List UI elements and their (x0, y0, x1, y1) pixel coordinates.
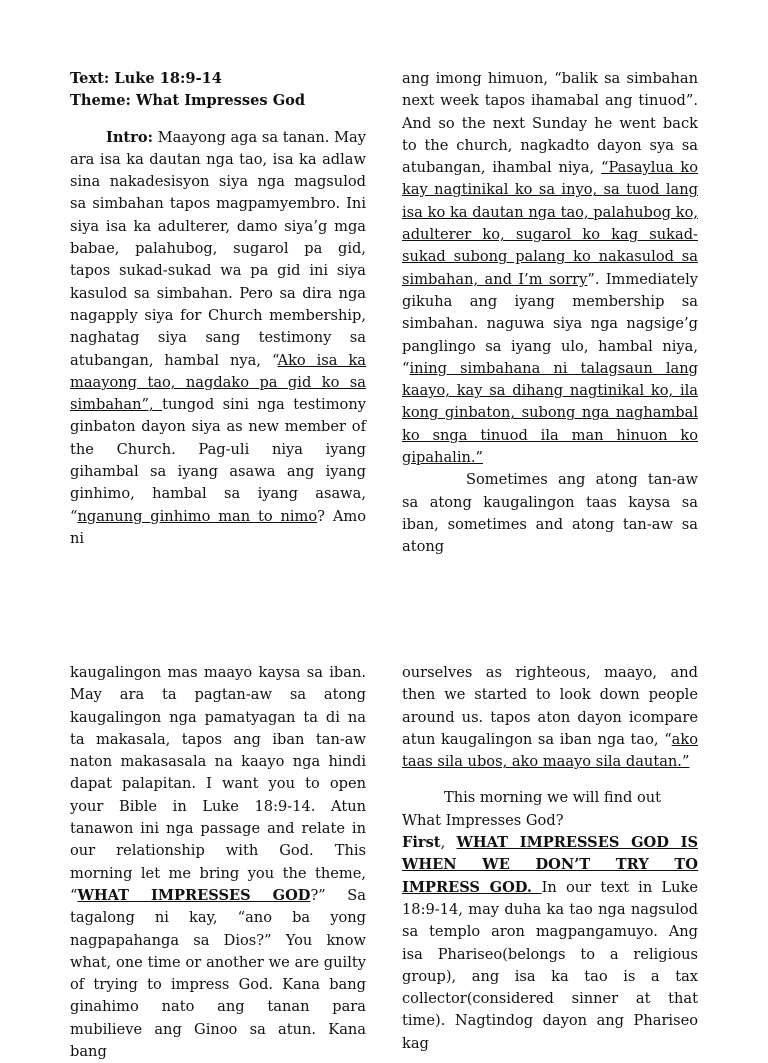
scripture-intro-text: kaugalingon mas maayo kaysa sa iban. May ara ta pagtan-aw sa atong kaugalingon nga pamatyagan ta di na ta makasala, tapos ang iban tan-aw naton makasasala na kaayo nga hindi dapat palapitan. I want you to open your Bible in Luke 18:9-14. Atun tanawon ini nga passage and relate in our relationship with God. This morning let me bring you the theme, “ (70, 664, 366, 904)
first-point-heading: WHAT IMPRESSES GOD IS WHEN WE DON’T TRY TO IMPRESS GOD. (402, 834, 698, 896)
scripture-intro-continuation: ?” Sa tagalong ni kay, “ano ba yong nagpapahanga sa Dios?” You know what, one time or another we are guilty of trying to impress God. Kana bang ginahimo nato ang tanan para mubilieve ang Ginoo sa atun. Kana bang (70, 886, 366, 1061)
reflection-paragraph: Sometimes ang atong tan-aw sa atong kaugalingon taas kaysa sa iban, sometimes and atong tan-aw sa atong (402, 471, 698, 556)
comparison-text: ourselves as righteous, maayo, and then we started to look down people around us. tapos aton dayon icompare atun kaugalingon sa iban nga tao, “ (402, 664, 698, 748)
theme-emphasis: WHAT IMPRESSES GOD (77, 886, 311, 904)
intro-paragraph (70, 127, 366, 551)
column-4 (402, 662, 698, 1055)
intro-text: Maayong aga sa tanan. May ara isa ka dautan nga tao, isa ka adlaw sina nakadesisyon siya nga magsulod sa simbahan tapos magpamyembro. Ini siya isa ka adulterer, damo siya’g mga babae, palahubog, sugarol pa gid, tapos sukad-sukad wa pa gid ini siya kasulod sa simbahan. Pero sa dira nga nagapply siya for Church membership, naghatag siya sang testimony sa atubangan, hambal nya, “ (70, 128, 366, 369)
first-separator: , (440, 834, 457, 852)
first-label: First (402, 834, 441, 852)
story-continuation: ”. Immediately gikuha ang iyang membership sa simbahan. naguwa siya nga nagsige’g panglingo sa iyang ulo, hambal niya, “ (402, 270, 698, 377)
intro-ending: ? Amo ni (70, 507, 366, 547)
first-point-text: In our text in Luke 18:9-14, may duha ka tao nga nagsulod sa templo aron magpangamuyo. Ang isa Phariseo(belongs to a religious group), ang isa ka tao is a tax collector(considered sinner at that time). Nagtindog dayon ang Phariseo kag (402, 878, 698, 1052)
column-1 (70, 68, 366, 550)
story-paragraph (402, 68, 698, 469)
find-out-paragraph: This morning we will find out What Impresses God? (402, 789, 662, 829)
church-remark-quote: ining simbahana ni talagsaun lang kaayo, kay sa dihang nagtinikal ko, ila kong ginbaton, subong nga naghambal ko snga tinuod ila man hinuon ko gipahalin.” (402, 359, 698, 467)
story-text: ang imong himuon, “balik sa simbahan next week tapos ihamabal ang tinuod”. And so the next Sunday he went back to the church, nagkadto dayon sya sa atubangan, ihambal niya, (402, 70, 698, 177)
scripture-reference: Text: Luke 18:9-14 (70, 70, 222, 87)
intro-label: Intro: (106, 128, 153, 146)
comparison-quote: ako taas sila ubos, ako maayo sila dautan.” (402, 730, 698, 771)
column-2 (402, 68, 698, 559)
comparison-paragraph (402, 662, 698, 773)
sermon-theme: Theme: What Impresses God (70, 92, 306, 110)
scripture-intro-paragraph (70, 662, 366, 1063)
first-point-paragraph (402, 832, 698, 1055)
testimony-quote: Ako isa ka maayong tao, nagdako pa gid ko sa simbahan”, (70, 351, 366, 414)
confession-quote: “Pasaylua ko kay nagtinikal ko sa inyo, sa tuod lang isa ko ka dautan nga tao, palahubog ko, adulterer ko, sugarol ko kag sukad-sukad subong palang ko nakasulod sa simbahan, and I’m sorry (402, 159, 699, 288)
column-3 (70, 662, 366, 1063)
wife-question-quote: nganung ginhimo man to nimo (77, 507, 318, 525)
intro-continuation: tungod sini nga testimony ginbaton dayon siya as new member of the Church. Pag-uli niya iyang gihambal sa iyang asawa ang iyang ginhimo, hambal sa iyang asawa, “ (70, 396, 366, 525)
